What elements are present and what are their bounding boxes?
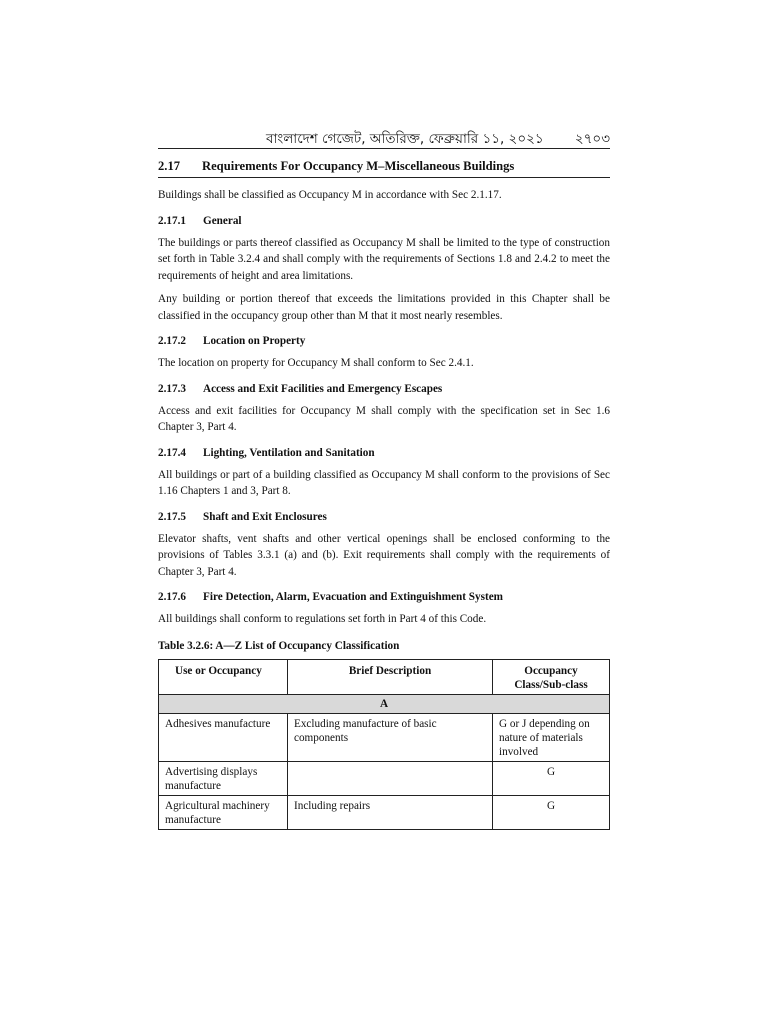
subsection-title: Fire Detection, Alarm, Evacuation and Extinguishment System [203, 591, 503, 603]
paragraph: Elevator shafts, vent shafts and other vertical openings shall be enclosed conforming to the provisions of Tables 3.3.1 (a) and (b). Exit requirements shall comply with the requirements of Chapter 3, Part 4. [158, 532, 610, 578]
subsection-number: 2.17.2 [158, 335, 186, 347]
subsection-number: 2.17.3 [158, 382, 186, 395]
column-header: Occupancy Class/Sub-class [493, 659, 610, 694]
table-cell: Including repairs [288, 795, 493, 829]
table-caption: Table 3.2.6: A—Z List of Occupancy Classification [158, 639, 400, 652]
column-header: Use or Occupancy [159, 659, 288, 694]
subsection-heading [158, 590, 610, 604]
subsection-number: 2.17.1 [158, 214, 186, 227]
table-cell: Agricultural machinery manufacture [159, 795, 288, 829]
running-header [158, 126, 610, 149]
group-label: A [159, 694, 610, 713]
table-row [159, 795, 610, 829]
section-title: Requirements For Occupancy M–Miscellaneous Buildings [202, 159, 515, 173]
table-cell [288, 761, 493, 795]
document-page [158, 126, 610, 830]
subsection-heading [158, 214, 610, 228]
gazette-title: বাংলাদেশ গেজেট, অতিরিক্ত, ফেব্রুয়ারি ১১, ২০২১ [266, 131, 544, 147]
subsection-title: Access and Exit Facilities and Emergency Escapes [203, 382, 443, 395]
paragraph: The location on property for Occupancy M shall conform to Sec 2.4.1. [158, 357, 474, 369]
paragraph: Access and exit facilities for Occupancy M shall comply with the specification set in Sec 1.6 Chapter 3, Part 4. [158, 404, 610, 433]
table-cell: G [493, 795, 610, 829]
paragraph: Any building or portion thereof that exceeds the limitations provided in this Chapter shall be classified in the occupancy group other than M that it most nearly resembles. [158, 293, 610, 322]
subsection-heading [158, 382, 610, 396]
subsection-title: Lighting, Ventilation and Sanitation [203, 446, 375, 459]
paragraph: All buildings or part of a building classified as Occupancy M shall conform to the provisions of Sec 1.16 Chapters 1 and 3, Part 8. [158, 468, 610, 497]
subsection-heading [158, 510, 610, 524]
table-row [159, 761, 610, 795]
paragraph: The buildings or parts thereof classified as Occupancy M shall be limited to the type of construction set forth in Table 3.2.4 and shall comply with the requirements of Sections 1.8 and 2.4.2 to meet the requirements of height and area limitations. [158, 236, 610, 282]
subsection-number: 2.17.4 [158, 446, 186, 459]
table-row [159, 713, 610, 761]
page-number: ২৭০৩ [574, 131, 610, 147]
table-cell: G [493, 761, 610, 795]
subsection-title: Location on Property [203, 335, 306, 347]
table-group-row [159, 694, 610, 713]
table-cell: G or J depending on nature of materials involved [493, 713, 610, 761]
subsection-number: 2.17.6 [158, 591, 186, 603]
subsection-heading [158, 334, 610, 348]
table-cell: Excluding manufacture of basic components [288, 713, 493, 761]
table-cell: Advertising displays manufacture [159, 761, 288, 795]
occupancy-table [158, 659, 610, 830]
table-cell: Adhesives manufacture [159, 713, 288, 761]
column-header: Brief Description [288, 659, 493, 694]
intro-paragraph: Buildings shall be classified as Occupancy M in accordance with Sec 2.1.17. [158, 189, 502, 201]
subsection-number: 2.17.5 [158, 510, 186, 523]
table-header-row [159, 659, 610, 694]
subsection-heading [158, 446, 610, 460]
subsection-title: Shaft and Exit Enclosures [203, 510, 327, 523]
section-heading [158, 159, 610, 178]
subsection-title: General [203, 214, 242, 227]
paragraph: All buildings shall conform to regulations set forth in Part 4 of this Code. [158, 613, 487, 625]
section-number: 2.17 [158, 159, 181, 173]
